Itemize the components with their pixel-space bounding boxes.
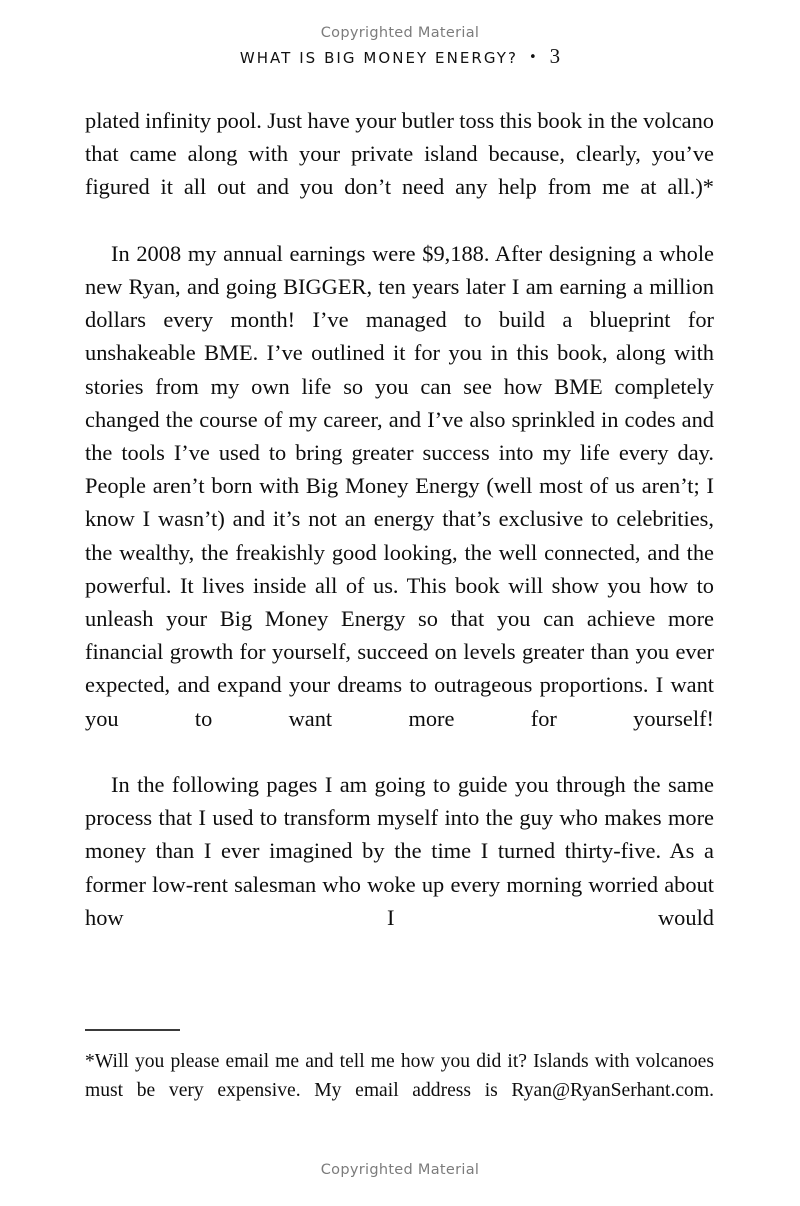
body-text-block <box>85 104 714 967</box>
footnote-section <box>85 1029 714 1135</box>
copyright-watermark-top: Copyrighted Material <box>320 25 480 41</box>
footnote-text: *Will you please email me and tell me how you did it? Islands with volcanoes must be very expensive. My email address is Ryan@RyanSerhant.com. <box>85 1050 714 1102</box>
paragraph: In 2008 my annual earnings were $9,188. After designing a whole new Ryan, and going BIGGER, ten years later I am earning a million dollars every month! I’ve managed to build a blueprint for unshakeable BME. I’ve outlined it for you in this book, along with stories from my own life so you can see how BME completely changed the course of my career, and I’ve also sprinkled in codes and the tools I’ve used to bring greater success into my life every day. People aren’t born with Big Money Energy (well most of us aren’t; I know I wasn’t) and it’s not an energy that’s exclusive to celebrities, the wealthy, the freakishly good looking, the well connected, and the powerful. It lives inside all of us. This book will show you how to unleash your Big Money Energy so that you can achieve more financial growth for yourself, succeed on levels greater than you ever expected, and expand your dreams to outrageous proportions. I want you to want more for yourself! <box>85 240 714 731</box>
page-number: 3 <box>549 44 561 68</box>
running-head-chapter-title: WHAT IS BIG MONEY ENERGY? <box>239 49 518 67</box>
footnote-separator-rule <box>85 1029 180 1031</box>
paragraph: In the following pages I am going to guide you through the same process that I used to transform myself into the guy who makes more money than I ever imagined by the time I turned thirty-five. As a former low-rent salesman who woke up every morning worried about how I would <box>85 772 714 930</box>
bullet-separator-icon: • <box>529 50 537 65</box>
running-head <box>0 44 800 69</box>
paragraph: plated infinity pool. Just have your butler toss this book in the volcano that came along with your private island because, clearly, you’ve figured it all out and you don’t need any help from me at all.)* <box>85 108 714 200</box>
copyright-watermark-bottom: Copyrighted Material <box>320 1162 480 1178</box>
